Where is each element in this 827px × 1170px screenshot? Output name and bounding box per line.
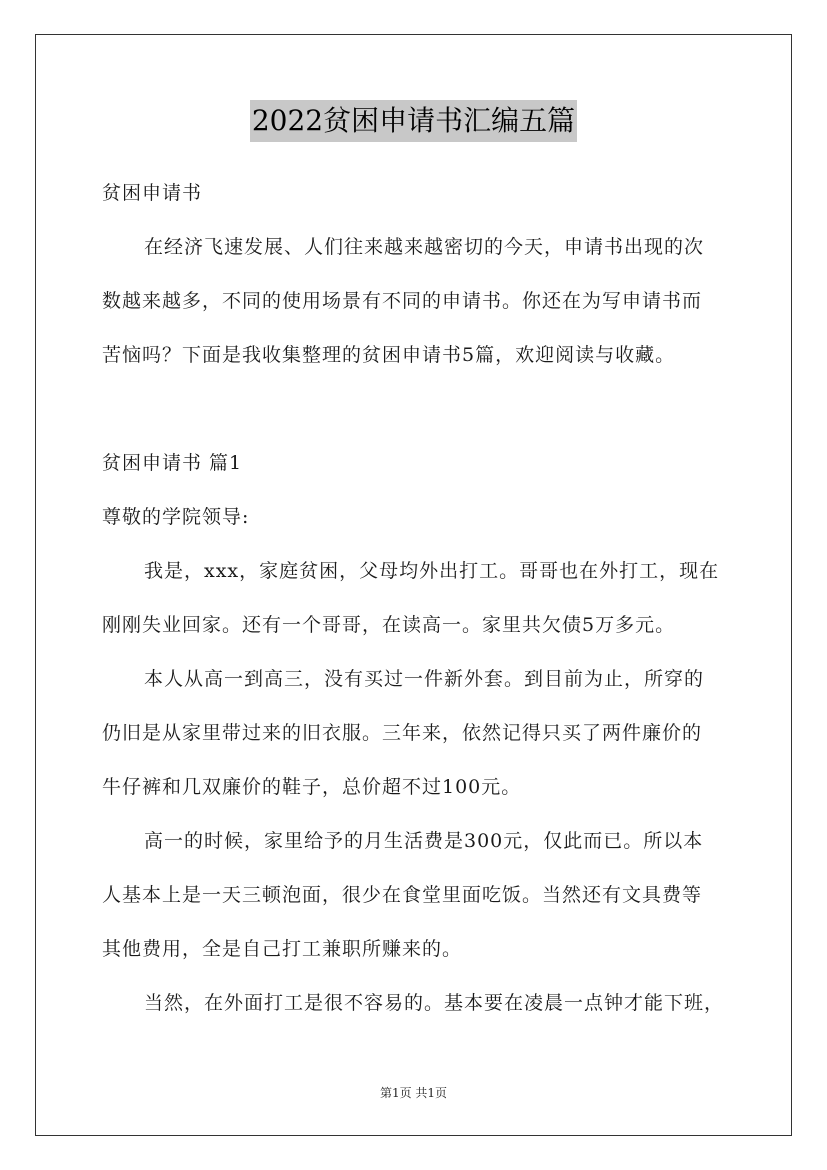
document-title: 2022贫困申请书汇编五篇 — [250, 100, 577, 142]
section-heading: 贫困申请书 篇1 — [102, 452, 243, 474]
body-line: 当然，在外面打工是很不容易的。基本要在凌晨一点钟才能下班， — [144, 992, 725, 1014]
salutation: 尊敬的学院领导: — [102, 506, 250, 528]
body-line: 仍旧是从家里带过来的旧衣服。三年来，依然记得只买了两件廉价的 — [102, 722, 703, 744]
body-line: 其他费用，全是自己打工兼职所赚来的。 — [102, 938, 463, 960]
intro-line: 数越来越多，不同的使用场景有不同的申请书。你还在为写申请书而 — [102, 290, 703, 312]
intro-line: 在经济飞速发展、人们往来越来越密切的今天，申请书出现的次 — [144, 236, 705, 258]
body-line: 本人从高一到高三，没有买过一件新外套。到目前为止，所穿的 — [144, 668, 705, 690]
section-block — [102, 436, 728, 1030]
intro-heading: 贫困申请书 — [102, 182, 203, 204]
intro-line: 苦恼吗？下面是我收集整理的贫困申请书5篇，欢迎阅读与收藏。 — [102, 344, 676, 366]
intro-block — [102, 166, 728, 382]
title-container — [0, 100, 827, 142]
page-footer: 第1页 共1页 — [379, 1086, 448, 1100]
body-line: 高一的时候，家里给予的月生活费是300元，仅此而已。所以本 — [144, 830, 704, 852]
body-line: 刚刚失业回家。还有一个哥哥，在读高一。家里共欠债5万多元。 — [102, 614, 676, 636]
body-line: 我是，xxx，家庭贫困，父母均外出打工。哥哥也在外打工，现在 — [144, 560, 720, 582]
body-line: 牛仔裤和几双廉价的鞋子，总价超不过100元。 — [102, 776, 522, 798]
body-line: 人基本上是一天三顿泡面，很少在食堂里面吃饭。当然还有文具费等 — [102, 884, 703, 906]
